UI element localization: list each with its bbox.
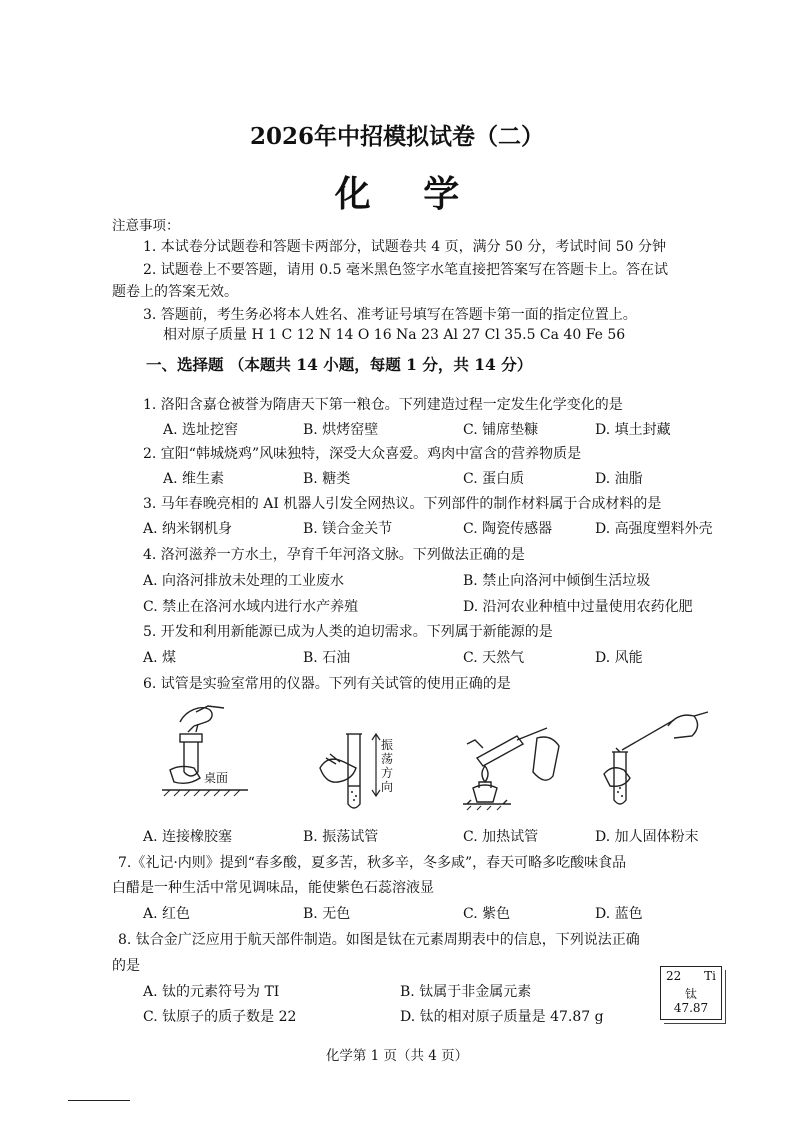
notice-item-1: 1. 本试卷分试题卷和答题卡两部分，试题卷共 4 页，满分 50 分，考试时间 50 分钟 (143, 239, 667, 255)
q4-option-c: C. 禁止在洛河水域内进行水产养殖 (143, 599, 359, 615)
subject-title: 化 学 (334, 173, 480, 215)
page-footer: 化学第 1 页（共 4 页） (325, 1048, 469, 1064)
q5-option-a: A. 煤 (143, 650, 177, 666)
figure-c-heating (455, 718, 575, 818)
figure-a-stopper (150, 698, 260, 820)
q8-option-d: D. 钛的相对原子质量是 47.87 g (400, 1009, 604, 1025)
q5-option-b: B. 石油 (303, 650, 351, 666)
q5-option-c: C. 天然气 (463, 650, 525, 666)
q1-option-c: C. 铺席垫糠 (463, 422, 539, 438)
figure-b-shake (312, 728, 382, 814)
notice-item-3: 3. 答题前，考生务必将本人姓名、准考证号填写在答题卡第一面的指定位置上。 (143, 307, 637, 323)
q1-option-b: B. 烘烤窑壁 (303, 422, 379, 438)
q2-option-a: A. 维生素 (163, 471, 225, 487)
q6-option-c: C. 加热试管 (463, 829, 539, 845)
q4-option-a: A. 向洛河排放未处理的工业废水 (143, 573, 345, 589)
q3-option-a: A. 纳米钢机身 (143, 521, 233, 537)
q2-option-c: C. 蛋白质 (463, 471, 525, 487)
notice-item-2-cont: 题卷上的答案无效。 (112, 284, 238, 300)
page-title: 2026年中招模拟试卷（二） (249, 123, 544, 150)
q8-option-b: B. 钛属于非金属元素 (400, 984, 532, 1000)
question-1-stem: 1. 洛阳含嘉仓被誉为隋唐天下第一粮仓。下列建造过程一定发生化学变化的是 (143, 397, 623, 413)
q6-option-b: B. 振荡试管 (303, 829, 379, 845)
q1-option-d: D. 填土封藏 (595, 422, 671, 438)
q5-option-d: D. 风能 (595, 650, 643, 666)
q7-option-a: A. 红色 (143, 906, 191, 922)
q4-option-b: B. 禁止向洛河中倾倒生活垃圾 (463, 573, 651, 589)
question-2-stem: 2. 宜阳“韩城烧鸡”风味独特，深受大众喜爱。鸡肉中富含的营养物质是 (143, 446, 582, 462)
q7-option-c: C. 紫色 (463, 906, 511, 922)
desk-label: 桌面 (204, 771, 229, 785)
figure-d-powder (598, 708, 720, 818)
question-4-stem: 4. 洛河滋养一方水土，孕育千年河洛文脉。下列做法正确的是 (143, 547, 525, 563)
footer-divider (68, 1100, 130, 1101)
section-heading: 一、选择题 （本题共 14 小题，每题 1 分，共 14 分） (146, 355, 533, 374)
q3-option-b: B. 镁合金关节 (303, 521, 393, 537)
q3-option-d: D. 高强度塑料外壳 (595, 521, 713, 537)
q6-option-a: A. 连接橡胶塞 (143, 829, 233, 845)
q8-option-a: A. 钛的元素符号为 TI (143, 984, 280, 1000)
q3-option-c: C. 陶瓷传感器 (463, 521, 553, 537)
element-atomic-number: 22 (666, 969, 682, 983)
question-8-stem-line1: 8. 钛合金广泛应用于航天部件制造。如图是钛在元素周期表中的信息，下列说法正确 (118, 932, 640, 948)
notice-heading: 注意事项： (112, 218, 180, 234)
question-3-stem: 3. 马年春晚亮相的 AI 机器人引发全网热议。下列部件的制作材料属于合成材料的是 (143, 496, 662, 512)
element-name: 钛 (684, 987, 697, 1001)
question-7-stem-line1: 7.《礼记·内则》提到“春多酸，夏多苦，秋多辛，冬多咸”，春天可略多吃酸味食品 (118, 855, 627, 871)
q2-option-d: D. 油脂 (595, 471, 643, 487)
notice-item-2: 2. 试题卷上不要答题，请用 0.5 毫米黑色签字水笔直接把答案写在答题卡上。答在试 (143, 262, 668, 278)
q4-option-d: D. 沿河农业种植中过量使用农药化肥 (463, 599, 693, 615)
titanium-element-card (660, 966, 722, 1020)
q1-option-a: A. 选址挖窖 (163, 422, 239, 438)
q7-option-d: D. 蓝色 (595, 906, 643, 922)
question-8-stem-line2: 的是 (112, 958, 140, 974)
q2-option-b: B. 糖类 (303, 471, 351, 487)
atomic-mass-line: 相对原子质量 H 1 C 12 N 14 O 16 Na 23 Al 27 Cl 35.5 Ca 40 Fe 56 (163, 327, 626, 343)
element-atomic-mass: 47.87 (673, 1001, 709, 1015)
question-7-stem-line2: 白醋是一种生活中常见调味品，能使紫色石蕊溶液显 (112, 880, 434, 896)
question-5-stem: 5. 开发和利用新能源已成为人类的迫切需求。下列属于新能源的是 (143, 624, 553, 640)
element-symbol: Ti (704, 969, 716, 983)
shake-direction-label: 振 荡 方 向 (381, 738, 394, 794)
q7-option-b: B. 无色 (303, 906, 351, 922)
q8-option-c: C. 钛原子的质子数是 22 (143, 1009, 297, 1025)
q6-option-d: D. 加人固体粉末 (595, 829, 699, 845)
question-6-stem: 6. 试管是实验室常用的仪器。下列有关试管的使用正确的是 (143, 676, 511, 692)
